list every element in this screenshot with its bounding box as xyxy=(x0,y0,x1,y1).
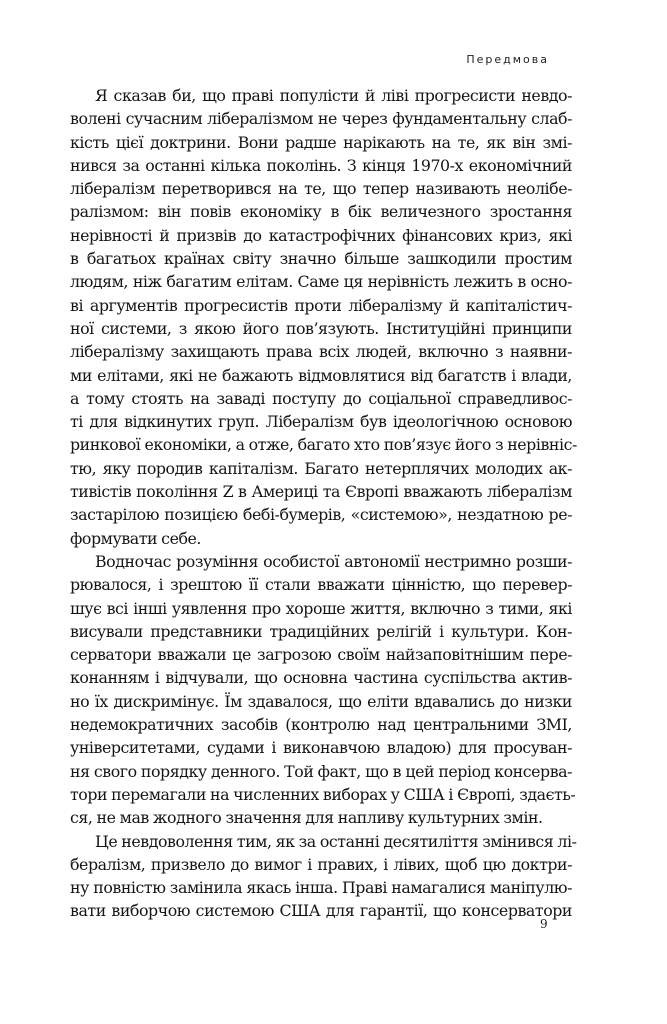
text-line: ся, не мав жодного значення для напливу культурних змін. xyxy=(70,808,543,828)
text-line: тивістів покоління Z в Америці та Європі вважають лібералізм xyxy=(70,482,572,502)
text-line: тю, яку породив капіталізм. Багато нетерплячих молодих ак- xyxy=(70,458,572,478)
text-line: недемократичних засобів (контролю над центральними ЗМІ, xyxy=(70,715,572,735)
text-line: бералізм, призвело до вимог і правих, і лівих, щоб цю доктри- xyxy=(70,854,572,874)
text-line: ринкової економіки, а отже, багато хто пов’язує його з нерівніс- xyxy=(70,435,577,455)
body-text xyxy=(70,84,577,923)
text-line: Водночас розуміння особистої автономії нестримно розши- xyxy=(95,551,572,571)
text-line: вати виборчою системою США для гарантії, що консерватори xyxy=(70,901,572,921)
text-line: ну повністю замінила якась інша. Праві намагалися маніпулю- xyxy=(70,878,572,898)
paragraph xyxy=(70,84,577,550)
text-line: в багатьох країнах світу значно більше зашкодили простим xyxy=(70,249,572,269)
paragraph xyxy=(70,830,577,923)
text-line: а тому стоять на заваді поступу до соціальної справедливос- xyxy=(70,388,572,408)
text-line: кість цієї доктрини. Вони радше нарікають на те, як він змі- xyxy=(70,132,572,152)
text-line: висували представники традиційних релігій і культури. Кон- xyxy=(70,621,572,641)
text-line: ми елітами, які не бажають відмовлятися від багатств і влади, xyxy=(70,365,572,385)
text-line: рювалося, і зрештою її стали вважати цінністю, що перевер- xyxy=(70,575,572,595)
text-line: серватори вважали це загрозою своїм найзаповітнішим пере- xyxy=(70,645,572,665)
paragraph xyxy=(70,550,576,830)
text-line: конанням і відчували, що основна частина суспільства актив- xyxy=(70,668,572,688)
text-line: Це невдоволення тим, як за останні десятиліття змінився лі- xyxy=(95,831,577,851)
text-line: ня свого порядку денного. Той факт, що в цей період консерва- xyxy=(70,761,572,781)
text-line: Я сказав би, що праві популісти й ліві прогресисти невдо- xyxy=(95,86,572,105)
text-line: людям, ніж багатим елітам. Саме ця нерівність лежить в осно- xyxy=(70,272,572,292)
page-number: 9 xyxy=(540,917,548,931)
text-line: нерівності й призвів до катастрофічних фінансових криз, які xyxy=(70,225,572,245)
text-line: лібералізм перетворився на те, що тепер називають неолібе- xyxy=(70,179,572,199)
running-header: Передмова xyxy=(466,53,549,66)
text-line: волені сучасним лібералізмом не через фундаментальну слаб- xyxy=(70,109,572,129)
text-line: лібералізму захищають права всіх людей, включно з наявни- xyxy=(70,342,572,362)
text-line: но їх дискримінує. Їм здавалося, що еліти вдавались до низки xyxy=(70,691,572,711)
text-line: ралізмом: він повів економіку в бік величезного зростання xyxy=(70,202,572,222)
text-line: ві аргументів прогресистів проти лібералізму й капіталістич- xyxy=(70,295,572,315)
text-line: формувати себе. xyxy=(70,528,201,548)
text-line: тори перемагали на численних виборах у США і Європі, здаєть- xyxy=(70,784,576,804)
text-line: ної системи, з якою його пов’язують. Інституційні принципи xyxy=(70,318,572,338)
text-line: нився за останні кілька поколінь. З кінця 1970-х економічний xyxy=(70,155,572,175)
text-line: університетами, судами і виконавчою владою) для просуван- xyxy=(70,738,572,758)
text-line: застарілою позицією бебі-бумерів, «системою», нездатною ре- xyxy=(70,505,572,525)
text-line: ті для відкинутих груп. Лібералізм був ідеологічною основою xyxy=(70,412,572,432)
text-line: шує всі інші уявлення про хороше життя, включно з тими, які xyxy=(70,598,572,618)
